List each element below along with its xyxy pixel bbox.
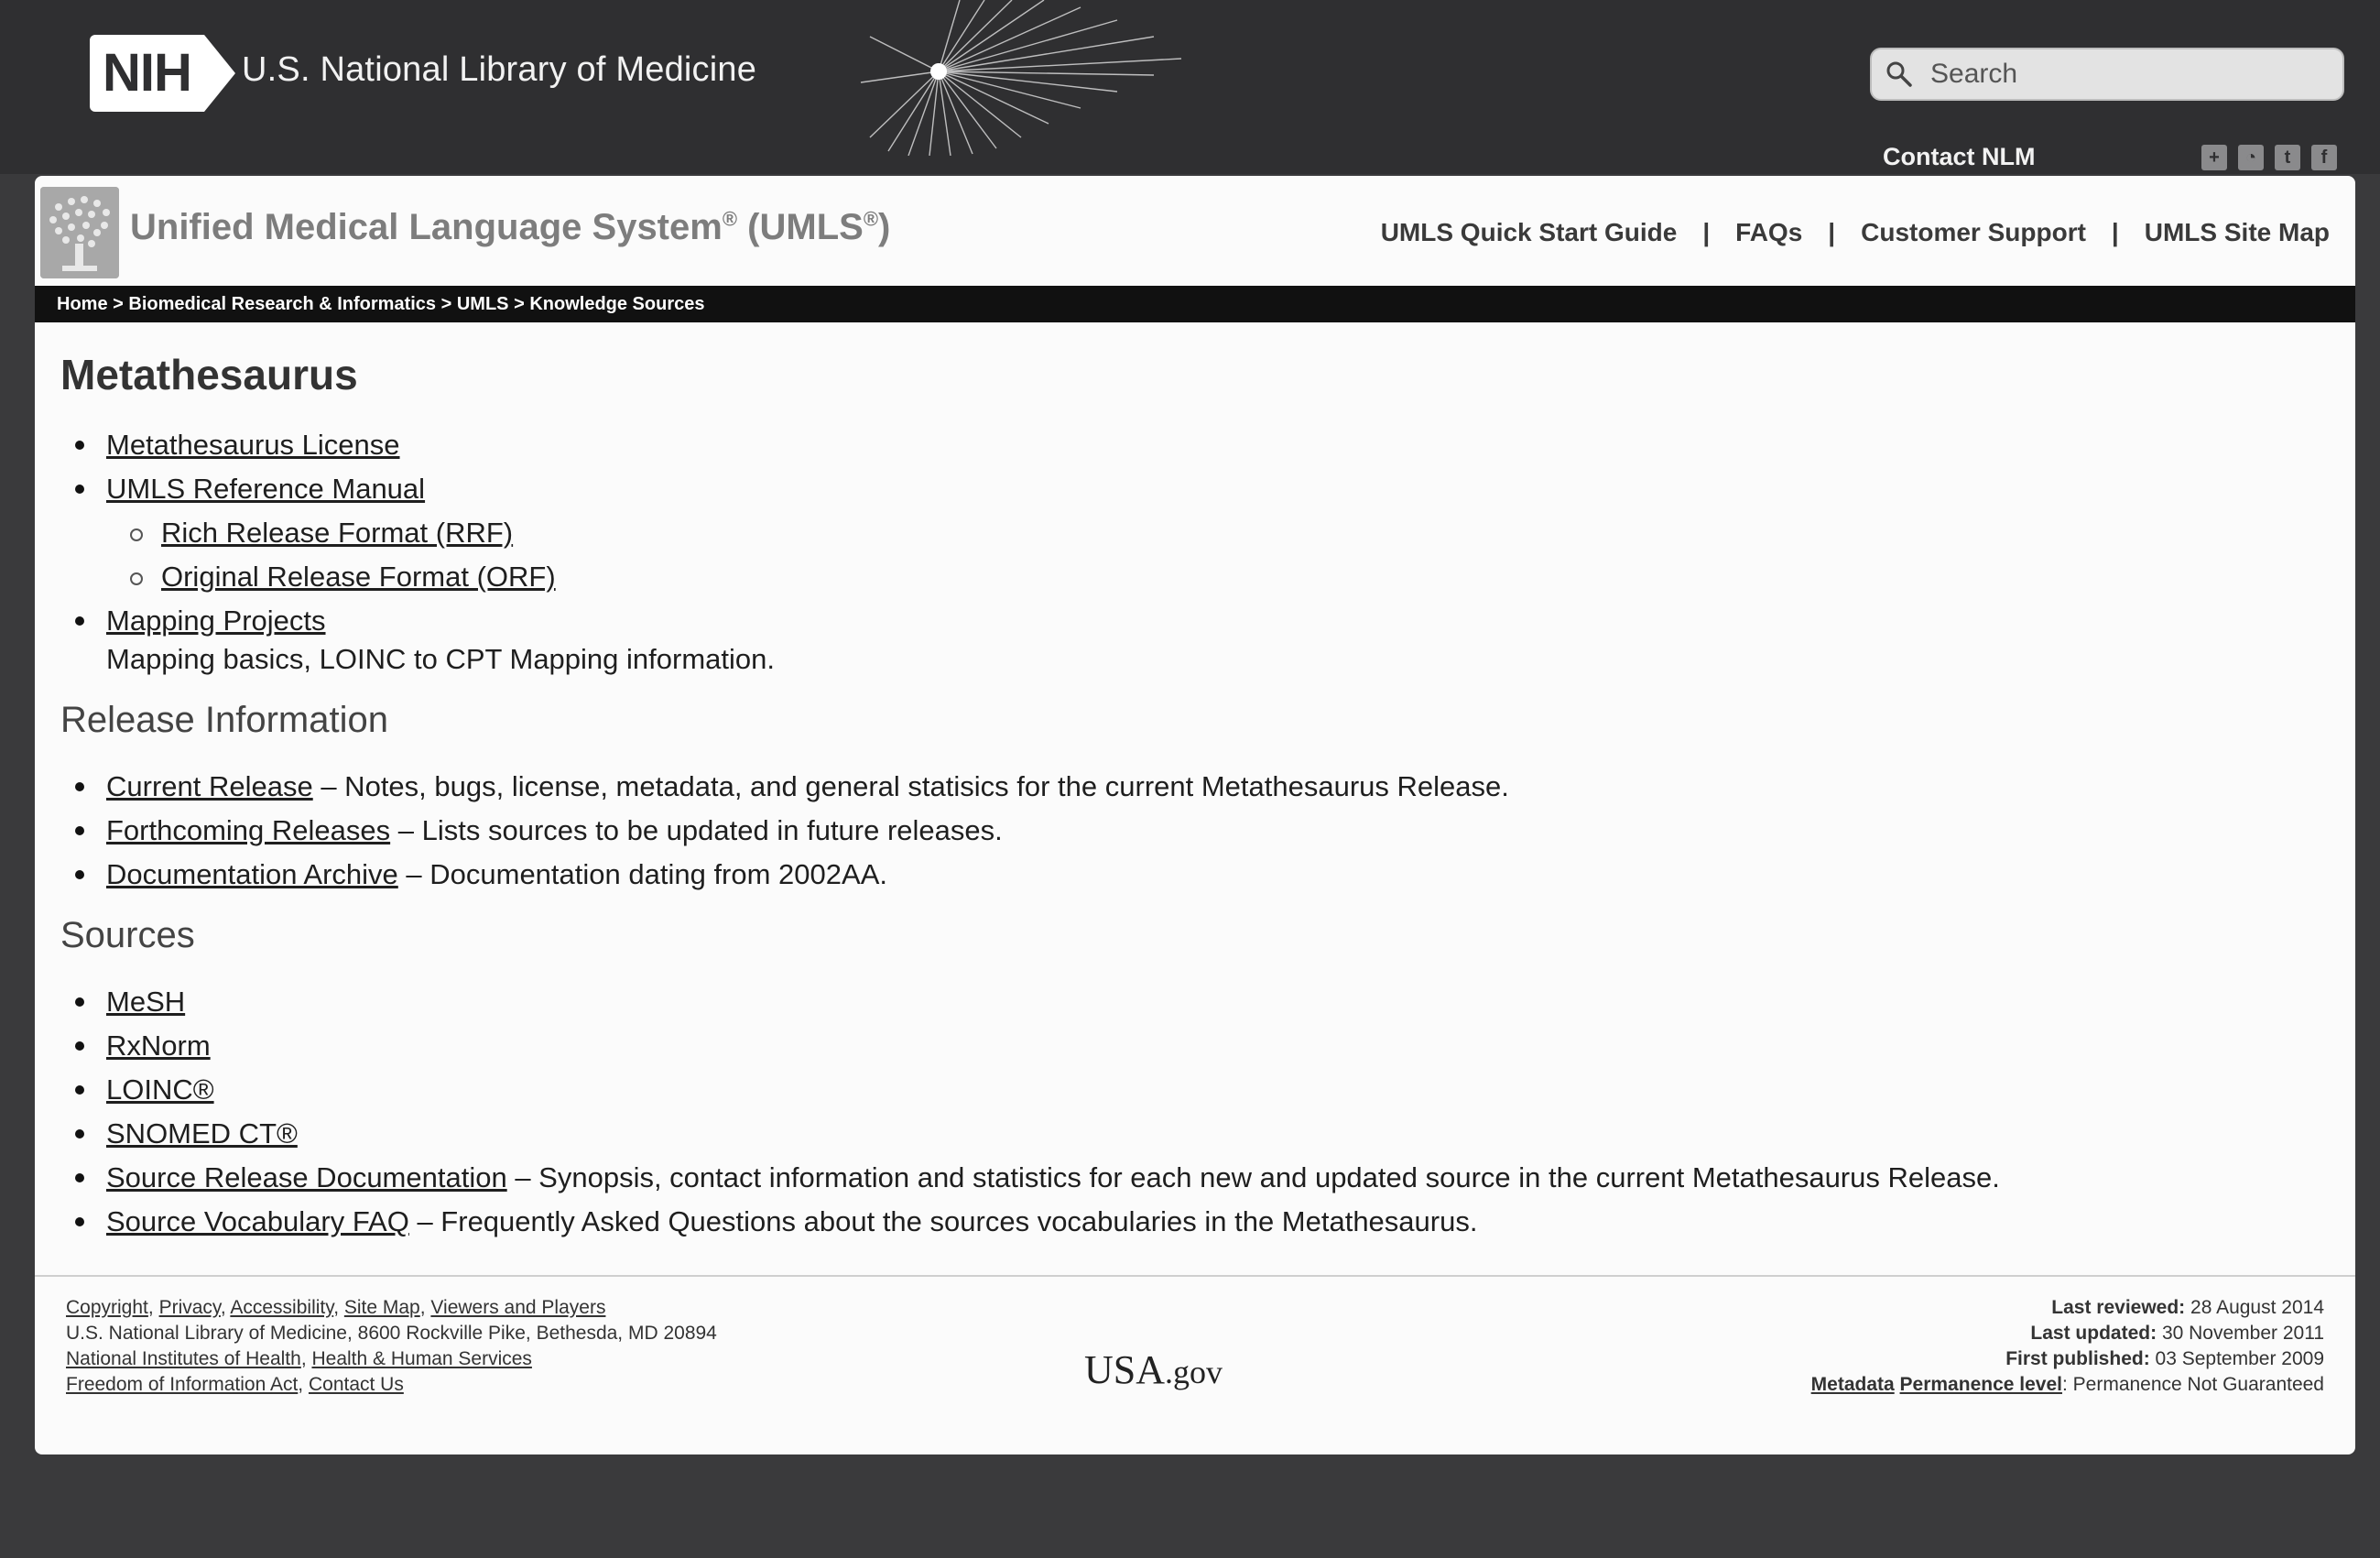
snomed-ct-link[interactable]: SNOMED CT® (106, 1117, 298, 1149)
contact-us-link[interactable]: Contact Us (308, 1374, 404, 1395)
rrf-link[interactable]: Rich Release Format (RRF) (161, 517, 514, 549)
metathesaurus-list (60, 423, 2331, 511)
footer-divider (35, 1275, 2355, 1277)
nav-site-map[interactable]: UMLS Site Map (2144, 218, 2330, 246)
last-reviewed-label: Last reviewed: (2051, 1297, 2186, 1318)
footer-right (1811, 1295, 2324, 1398)
breadcrumb-separator: > (107, 294, 129, 314)
source-vocabulary-faq-link[interactable]: Source Vocabulary FAQ (106, 1205, 409, 1237)
metadata-link[interactable]: Metadata (1810, 1374, 1895, 1395)
rss-icon[interactable]: ◔ (2238, 145, 2264, 170)
contact-nlm-link[interactable]: Contact NLM (1883, 143, 2036, 170)
sources-list (60, 980, 2331, 1244)
permanence-level-link[interactable]: Permanence level (1899, 1374, 2062, 1395)
last-updated-value: 30 November 2011 (2161, 1323, 2324, 1344)
umls-header (35, 176, 2355, 284)
umls-tree-logo[interactable] (40, 187, 119, 278)
breadcrumb-separator: > (508, 294, 530, 314)
hhs-link[interactable]: Health & Human Services (311, 1348, 532, 1369)
copyright-link[interactable]: Copyright (66, 1297, 148, 1318)
nih-logo-text: NIH (90, 35, 204, 112)
usa-gov-logo[interactable] (1084, 1346, 1223, 1393)
site-map-link[interactable]: Site Map (343, 1297, 420, 1318)
nav-separator: | (2111, 218, 2119, 246)
list-item (60, 467, 2331, 511)
nav-faqs[interactable]: FAQs (1735, 218, 1803, 246)
list-item (60, 1112, 2331, 1156)
rxnorm-link[interactable]: RxNorm (106, 1030, 211, 1062)
breadcrumb-biomedical[interactable]: Biomedical Research & Informatics (128, 294, 437, 314)
orf-link[interactable]: Original Release Format (ORF) (161, 561, 556, 593)
footer-agency-links: National Institutes of Health, Health & Human Services (66, 1348, 532, 1369)
starburst-graphic (852, 0, 1236, 156)
breadcrumb-knowledge-sources: Knowledge Sources (529, 294, 705, 314)
list-item (60, 1200, 2331, 1244)
main-panel (35, 176, 2355, 1454)
list-item (60, 1068, 2331, 1112)
search-input[interactable] (1930, 59, 2333, 90)
current-release-description: – Notes, bugs, license, metadata, and general statisics for the current Metathesaurus Release. (312, 770, 1509, 802)
viewers-players-link[interactable]: Viewers and Players (430, 1297, 606, 1318)
add-icon[interactable]: + (2201, 145, 2227, 170)
privacy-link[interactable]: Privacy (158, 1297, 221, 1318)
nih-link[interactable]: National Institutes of Health (66, 1348, 301, 1369)
search-box[interactable] (1870, 48, 2344, 101)
umls-title-abbrev: (UMLS (747, 207, 864, 247)
mapping-projects-link[interactable]: Mapping Projects (106, 605, 326, 637)
usa-gov-suffix: .gov (1165, 1354, 1223, 1390)
last-reviewed-value: 28 August 2014 (2190, 1297, 2324, 1318)
social-icons (2201, 145, 2337, 170)
reference-manual-sublist (60, 511, 2331, 599)
nav-separator: | (1828, 218, 1836, 246)
documentation-archive-description: – Documentation dating from 2002AA. (397, 858, 887, 890)
page-title: Metathesaurus (60, 351, 358, 398)
umls-title-close: ) (878, 207, 891, 247)
mapping-projects-description: Mapping basics, LOINC to CPT Mapping information. (106, 643, 775, 675)
nav-quick-start-guide[interactable]: UMLS Quick Start Guide (1380, 218, 1678, 246)
source-release-documentation-link[interactable]: Source Release Documentation (106, 1161, 507, 1193)
foia-link[interactable]: Freedom of Information Act (66, 1374, 299, 1395)
source-vocabulary-faq-description: – Frequently Asked Questions about the sources vocabularies in the Metathesaurus. (408, 1205, 1478, 1237)
last-reviewed (1811, 1295, 2324, 1321)
list-item (60, 765, 2331, 809)
nav-customer-support[interactable]: Customer Support (1861, 218, 2086, 246)
list-item (60, 809, 2331, 853)
source-release-documentation-description: – Synopsis, contact information and statistics for each new and updated source in the current Metathesaurus Release. (506, 1161, 2000, 1193)
footer-left (66, 1295, 717, 1398)
mesh-link[interactable]: MeSH (106, 986, 186, 1018)
list-item (60, 1156, 2331, 1200)
first-published-label: First published: (2005, 1348, 2150, 1369)
breadcrumb-separator: > (436, 294, 457, 314)
umls-title-text: Unified Medical Language System (130, 207, 723, 247)
release-information-heading: Release Information (60, 700, 388, 740)
forthcoming-releases-link[interactable]: Forthcoming Releases (106, 814, 391, 846)
search-icon (1885, 60, 1914, 89)
nlm-title[interactable]: U.S. National Library of Medicine (242, 50, 757, 89)
forthcoming-releases-description: – Lists sources to be updated in future releases. (390, 814, 1003, 846)
list-item (60, 599, 2331, 681)
last-updated (1811, 1321, 2324, 1346)
nlm-banner (0, 0, 2380, 174)
release-list (60, 765, 2331, 897)
list-item (60, 1024, 2331, 1068)
sources-heading: Sources (60, 915, 195, 955)
permanence-value: Permanence Not Guaranteed (2072, 1374, 2324, 1395)
usa-gov-text: USA (1084, 1347, 1166, 1392)
accessibility-link[interactable]: Accessibility (230, 1297, 334, 1318)
first-published-value: 03 September 2009 (2155, 1348, 2324, 1369)
nav-separator: | (1702, 218, 1711, 246)
current-release-link[interactable]: Current Release (106, 770, 313, 802)
umls-title[interactable] (130, 207, 890, 248)
list-item (60, 980, 2331, 1024)
list-item (60, 423, 2331, 467)
nih-logo-arrow (204, 35, 235, 112)
last-updated-label: Last updated: (2030, 1323, 2157, 1344)
breadcrumb (35, 286, 2355, 322)
permanence: Metadata Permanence level: Permanence Not Guaranteed (1810, 1374, 2324, 1395)
loinc-link[interactable]: LOINC® (106, 1073, 214, 1106)
umls-reference-manual-link[interactable]: UMLS Reference Manual (106, 473, 426, 505)
breadcrumb-umls[interactable]: UMLS (456, 294, 509, 314)
nih-logo[interactable] (90, 35, 235, 112)
umls-title-mark: ® (722, 207, 738, 231)
umls-title-abbrev-mark: ® (863, 207, 879, 231)
footer-foia-links: Freedom of Information Act, Contact Us (66, 1374, 404, 1395)
footer-address: U.S. National Library of Medicine, 8600 Rockville Pike, Bethesda, MD 20894 (66, 1323, 717, 1344)
documentation-archive-link[interactable]: Documentation Archive (106, 858, 398, 890)
main-content (60, 350, 2331, 1244)
list-item (60, 555, 2331, 599)
first-published (1811, 1346, 2324, 1372)
list-item (60, 853, 2331, 897)
footer-policy-links: Copyright, Privacy, Accessibility, Site Map, Viewers and Players (66, 1297, 606, 1318)
list-item (60, 511, 2331, 555)
umls-nav (1381, 218, 2330, 247)
mapping-list (60, 599, 2331, 681)
metathesaurus-license-link[interactable]: Metathesaurus License (106, 429, 400, 461)
facebook-icon[interactable]: f (2311, 145, 2337, 170)
breadcrumb-home[interactable]: Home (57, 294, 108, 314)
twitter-icon[interactable]: t (2275, 145, 2300, 170)
